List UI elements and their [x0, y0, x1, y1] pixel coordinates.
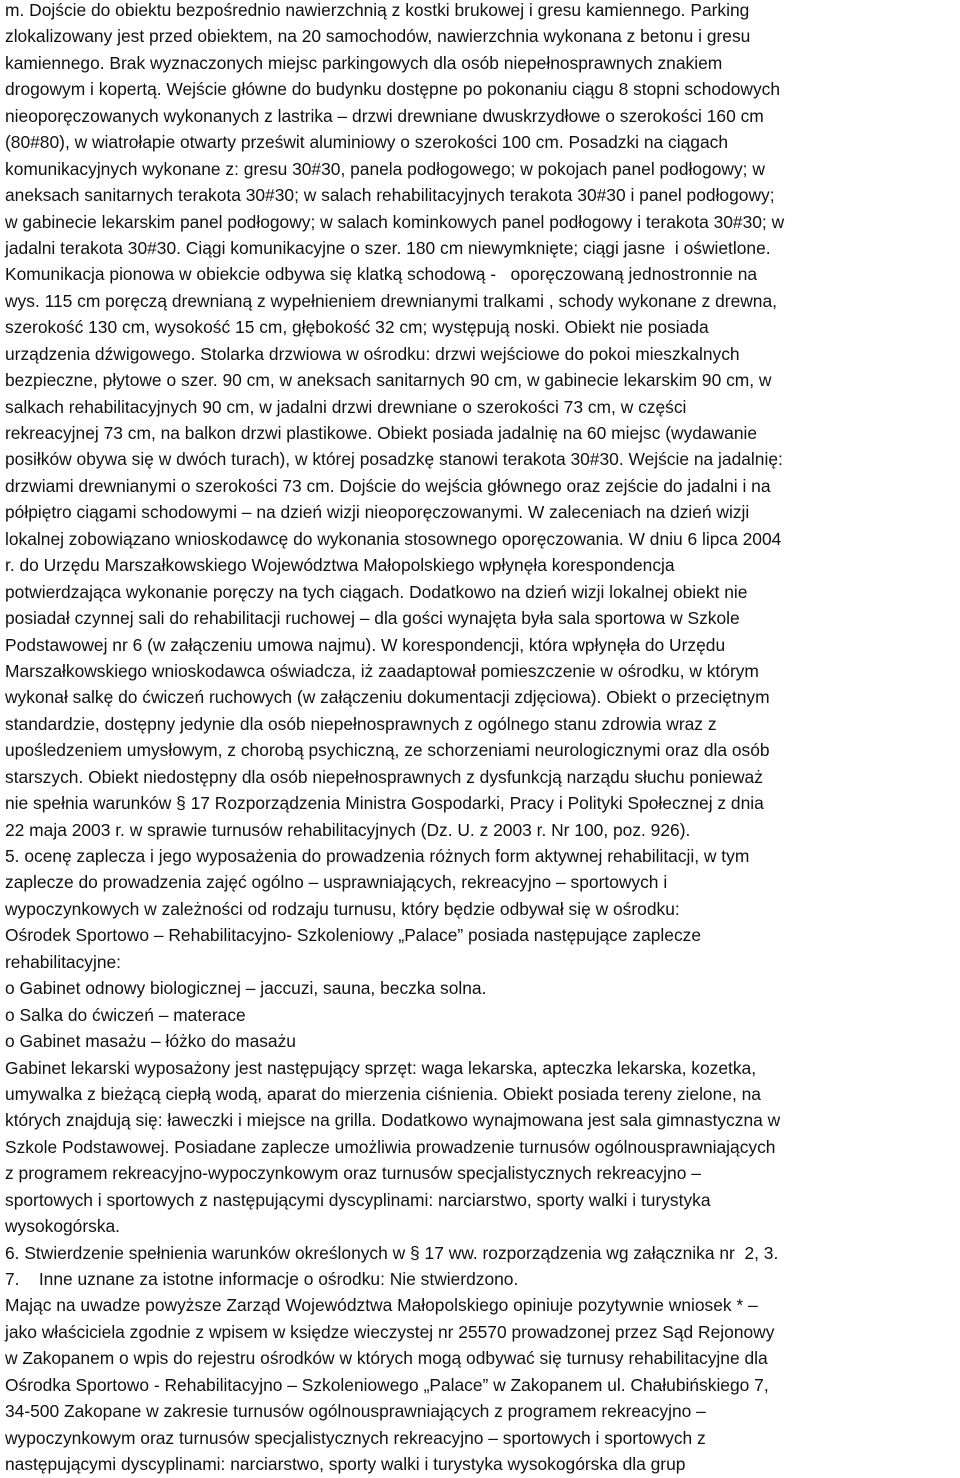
- text-line: wys. 115 cm poręczą drewnianą z wypełnieniem drewnianymi tralkami , schody wykonane z drewna,: [5, 290, 777, 311]
- text-line: wysokogórska.: [5, 1216, 121, 1237]
- text-line: Komunikacja pionowa w obiekcie odbywa się klatką schodową - oporęczowaną jednostronnie na: [5, 264, 758, 285]
- text-line: 6. Stwierdzenie spełnienia warunków określonych w § 17 ww. rozporządzenia wg załącznika nr 2, 3.: [5, 1242, 779, 1263]
- text-line: wypoczynkowym oraz turnusów specjalistycznych rekreacyjno – sportowych i sportowych z: [5, 1427, 706, 1448]
- text-line: drzwiami drewnianymi o szerokości 73 cm. Dojście do wejścia głównego oraz zejście do jadalni i na: [5, 475, 771, 496]
- text-line: bezpieczne, płytowe o szer. 90 cm, w aneksach sanitarnych 90 cm, w gabinecie lekarskim 90 cm, w: [5, 370, 772, 391]
- text-line: nie spełnia warunków § 17 Rozporządzenia Ministra Gospodarki, Pracy i Polityki Społecznej z dnia: [5, 793, 764, 814]
- text-line: umywalka z bieżącą ciepłą wodą, aparat do mierzenia ciśnienia. Obiekt posiada tereny zielone, na: [5, 1083, 761, 1104]
- text-line: następującymi dyscyplinami: narciarstwo, sporty walki i turystyka wysokogórska dla grup: [5, 1454, 686, 1475]
- text-line: Ośrodka Sportowo - Rehabilitacyjno – Szkoleniowego „Palace” w Zakopanem ul. Chałubińskiego 7,: [5, 1374, 769, 1395]
- text-line: starszych. Obiekt niedostępny dla osób niepełnosprawnych z dysfunkcją narządu słuchu ponieważ: [5, 766, 763, 787]
- text-line: lokalnej zobowiązano wnioskodawcę do wykonania stosownego oporęczowania. W dniu 6 lipca 2004: [5, 528, 782, 549]
- text-line: których znajdują się: ławeczki i miejsce na grilla. Dodatkowo wynajmowana jest sala gimnastyczna w: [5, 1110, 781, 1131]
- text-line: potwierdzająca wykonanie poręczy na tych ciągach. Dodatkowo na dzień wizji lokalnej obiekt nie: [5, 581, 748, 602]
- text-line: zaplecze do prowadzenia zajęć ogólno – usprawniających, rekreacyjno – sportowych i: [5, 872, 668, 893]
- text-line: jadalni terakota 30#30. Ciągi komunikacyjne o szer. 180 cm niewymknięte; ciągi jasne i oświetlone.: [5, 237, 771, 258]
- text-line: Ośrodek Sportowo – Rehabilitacyjno- Szkoleniowy „Palace” posiada następujące zaplecze: [5, 925, 702, 946]
- text-line: posiadał czynnej sali do rehabilitacji ruchowej – dla gości wynajęta była sala sportowa w Szkole: [5, 608, 740, 629]
- text-line: 7. Inne uznane za istotne informacje o ośrodku: Nie stwierdzono.: [5, 1269, 519, 1289]
- text-line: z programem rekreacyjno-wypoczynkowym oraz turnusów specjalistycznych rekreacyjno –: [5, 1163, 701, 1184]
- text-line: standardzie, dostępny jedynie dla osób niepełnosprawnych z ogólnego stanu zdrowia wraz z: [5, 713, 717, 734]
- text-line: o Gabinet odnowy biologicznej – jaccuzi, sauna, beczka solna.: [5, 978, 487, 999]
- text-line: drogowym i kopertą. Wejście główne do budynku dostępne po pokonaniu ciągu 8 stopni schodowych: [5, 79, 781, 100]
- text-line: urządzenia dźwigowego. Stolarka drzwiowa w ośrodku: drzwi wejściowe do pokoi mieszkalnych: [5, 343, 740, 364]
- text-line: posiłków obywa się w dwóch turach), w której posadzkę stanowi terakota 30#30. Wejście na jadalnię:: [5, 449, 783, 470]
- text-line: aneksach sanitarnych terakota 30#30; w salach rehabilitacyjnych terakota 30#30 i panel podłogowy;: [5, 185, 775, 206]
- text-line: Podstawowej nr 6 (w załączeniu umowa najmu). W korespondencji, która wpłynęła do Urzędu: [5, 634, 726, 655]
- text-line: o Gabinet masażu – łóżko do masażu: [5, 1031, 296, 1052]
- text-line: nieoporęczowanych wykonanych z lastrika – drzwi drewniane dwuskrzydłowe o szerokości 160 cm: [5, 105, 764, 126]
- text-line: Gabinet lekarski wyposażony jest następujący sprzęt: waga lekarska, apteczka lekarska, kozetka,: [5, 1057, 757, 1078]
- text-line: komunikacyjnych wykonane z: gresu 30#30, panela podłogowego; w pokojach panel podłogowy; w: [5, 158, 765, 179]
- text-line: Szkole Podstawowej. Posiadane zaplecze umożliwia prowadzenie turnusów ogólnousprawniających: [5, 1136, 776, 1157]
- text-line: kamiennego. Brak wyznaczonych miejsc parkingowych dla osób niepełnosprawnych znakiem: [5, 52, 723, 73]
- text-line: sportowych i sportowych z następującymi dyscyplinami: narciarstwo, sporty walki i turystyka: [5, 1189, 711, 1210]
- text-line: (80#80), w wiatrołapie otwarty prześwit aluminiowy o szerokości 100 cm. Posadzki na ciągach: [5, 132, 728, 153]
- text-line: 34-500 Zakopane w zakresie turnusów ogólnousprawniających z programem rekreacyjno –: [5, 1401, 706, 1422]
- text-line: półpiętro ciągami schodowymi – na dzień wizji nieoporęczowanymi. W zaleceniach na dzień wizji: [5, 502, 750, 523]
- text-line: r. do Urzędu Marszałkowskiego Województwa Małopolskiego wpłynęła korespondencja: [5, 555, 675, 576]
- text-line: o Salka do ćwiczeń – materace: [5, 1004, 246, 1025]
- text-line: rehabilitacyjne:: [5, 951, 122, 972]
- text-line: rekreacyjnej 73 cm, na balkon drzwi plastikowe. Obiekt posiada jadalnię na 60 miejsc (wydawanie: [5, 423, 758, 443]
- text-line: salkach rehabilitacyjnych 90 cm, w jadalni drzwi drewniane o szerokości 73 cm, w części: [5, 396, 687, 417]
- text-line: 22 maja 2003 r. w sprawie turnusów rehabilitacyjnych (Dz. U. z 2003 r. Nr 100, poz. 926).: [5, 819, 691, 840]
- text-line: Mając na uwadze powyższe Zarząd Województwa Małopolskiego opiniuje pozytywnie wniosek * –: [5, 1295, 758, 1316]
- text-line: jako właściciela zgodnie z wpisem w księdze wieczystej nr 25570 prowadzonej przez Sąd Rejonowy: [5, 1321, 775, 1342]
- text-line: wypoczynkowych w zależności od rodzaju turnusu, który będzie odbywał się w ośrodku:: [5, 898, 680, 919]
- text-line: w gabinecie lekarskim panel podłogowy; w salach kominkowych panel podłogowy i terakota 30#30; w: [5, 211, 785, 232]
- text-line: Marszałkowskiego wnioskodawca oświadcza, iż zaadaptował pomieszczenie w ośrodku, w którym: [5, 660, 759, 681]
- text-line: 5. ocenę zaplecza i jego wyposażenia do prowadzenia różnych form aktywnej rehabilitacji, w tym: [5, 846, 750, 866]
- text-line: m. Dojście do obiektu bezpośrednio nawierzchnią z kostki brukowej i gresu kamiennego. Parking: [5, 0, 750, 20]
- text-line: w Zakopanem o wpis do rejestru ośrodków w których mogą odbywać się turnusy rehabilitacyjne dla: [5, 1348, 768, 1369]
- text-line: zlokalizowany jest przed obiektem, na 20 samochodów, nawierzchnia wykonana z betonu i gresu: [5, 26, 751, 47]
- text-line: upośledzeniem umysłowym, z chorobą psychiczną, ze schorzeniami neurologicznymi oraz dla osób: [5, 740, 770, 761]
- text-line: szerokość 130 cm, wysokość 15 cm, głębokość 32 cm; występują noski. Obiekt nie posiada: [5, 317, 709, 338]
- text-line: wykonał salkę do ćwiczeń ruchowych (w załączeniu dokumentacji zdjęciowa). Obiekt o przeciętnym: [5, 687, 770, 708]
